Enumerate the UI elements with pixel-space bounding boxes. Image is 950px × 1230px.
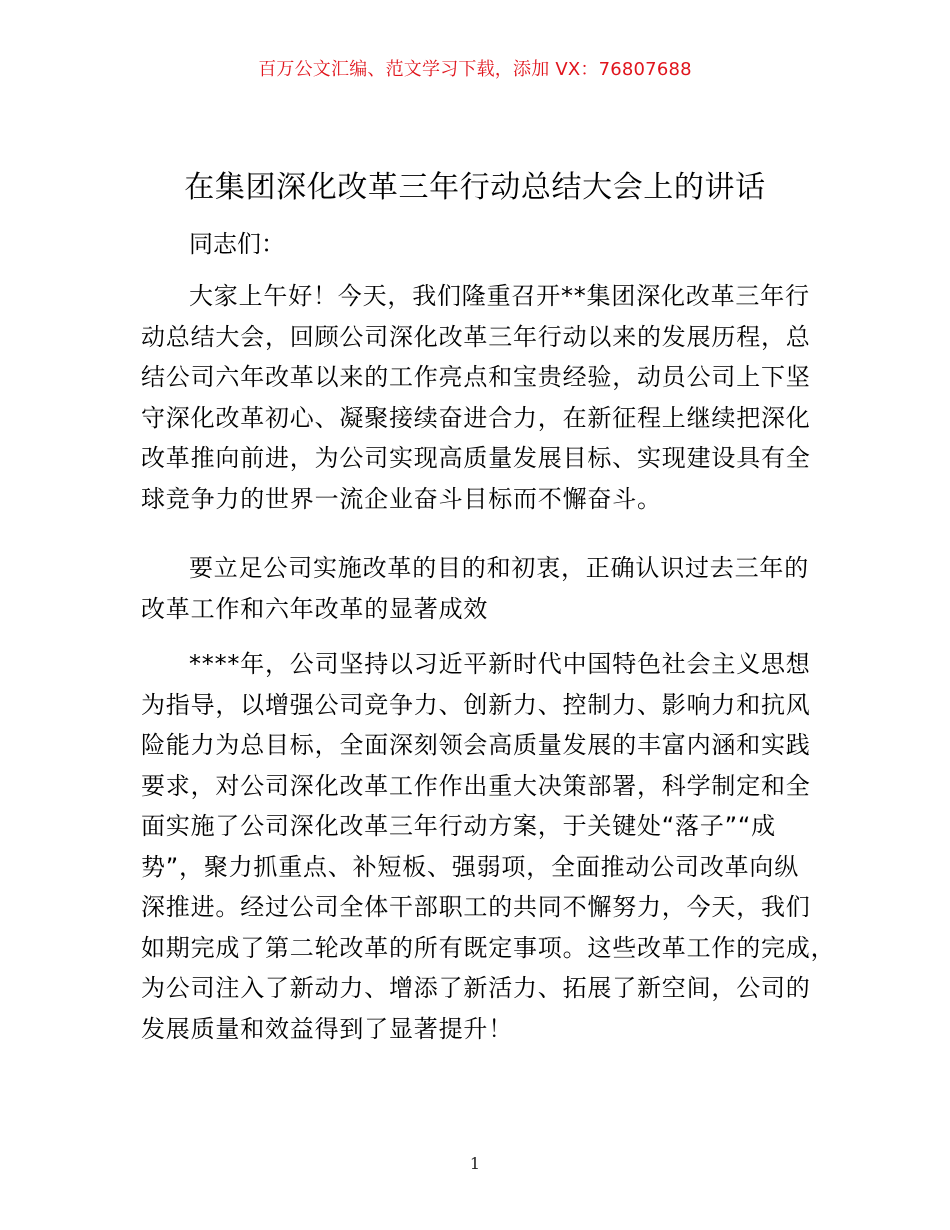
paragraph-line: 守深化改革初心、凝聚接续奋进合力，在新征程上继续把深化 <box>141 403 811 432</box>
paragraph-line: 为公司注入了新动力、增添了新活力、拓展了新空间，公司的 <box>141 974 811 1002</box>
paragraph-line: 面实施了公司深化改革三年行动方案，于关键处“落子”“成 <box>141 812 776 840</box>
paragraph-line: 改革推向前进，为公司实现高质量发展目标、实现建设具有全 <box>141 444 811 472</box>
paragraph-opening <box>141 276 831 519</box>
paragraph-line: 动总结大会，回顾公司深化改革三年行动以来的发展历程，总 <box>141 322 811 351</box>
paragraph-section-heading <box>141 548 831 629</box>
paragraph-line: 要立足公司实施改革的目的和初衷，正确认识过去三年的 <box>189 554 809 582</box>
paragraph-line: 大家上午好！今天，我们隆重召开**集团深化改革三年行 <box>189 282 810 310</box>
paragraph-line: 深推进。经过公司全体干部职工的共同不懈努力，今天，我们 <box>141 893 811 921</box>
page-number: 1 <box>469 1154 481 1173</box>
paragraph-line: 发展质量和效益得到了显著提升！ <box>141 1014 513 1043</box>
paragraph-line: 要求，对公司深化改革工作作出重大决策部署，科学制定和全 <box>141 771 811 800</box>
paragraph-achievements <box>141 644 836 1049</box>
paragraph-line: ****年，公司坚持以习近平新时代中国特色社会主义思想 <box>189 650 811 678</box>
paragraph-line: 球竞争力的世界一流企业奋斗目标而不懈奋斗。 <box>141 484 662 513</box>
salutation: 同志们： <box>189 230 285 258</box>
paragraph-line: 改革工作和六年改革的显著成效 <box>141 594 489 623</box>
document-title: 在集团深化改革三年行动总结大会上的讲话 <box>184 170 766 205</box>
paragraph-line: 结公司六年改革以来的工作亮点和宝贵经验，动员公司上下坚 <box>141 363 811 391</box>
paragraph-line: 如期完成了第二轮改革的所有既定事项。这些改革工作的完成， <box>141 933 836 962</box>
paragraph-line: 为指导，以增强公司竞争力、创新力、控制力、影响力和抗风 <box>141 690 811 719</box>
paragraph-line: 险能力为总目标，全面深刻领会高质量发展的丰富内涵和实践 <box>141 731 811 759</box>
paragraph-line: 势”，聚力抓重点、补短板、强弱项，全面推动公司改革向纵 <box>141 852 800 881</box>
header-banner: 百万公文汇编、范文学习下载，添加 VX：76807688 <box>258 59 692 80</box>
